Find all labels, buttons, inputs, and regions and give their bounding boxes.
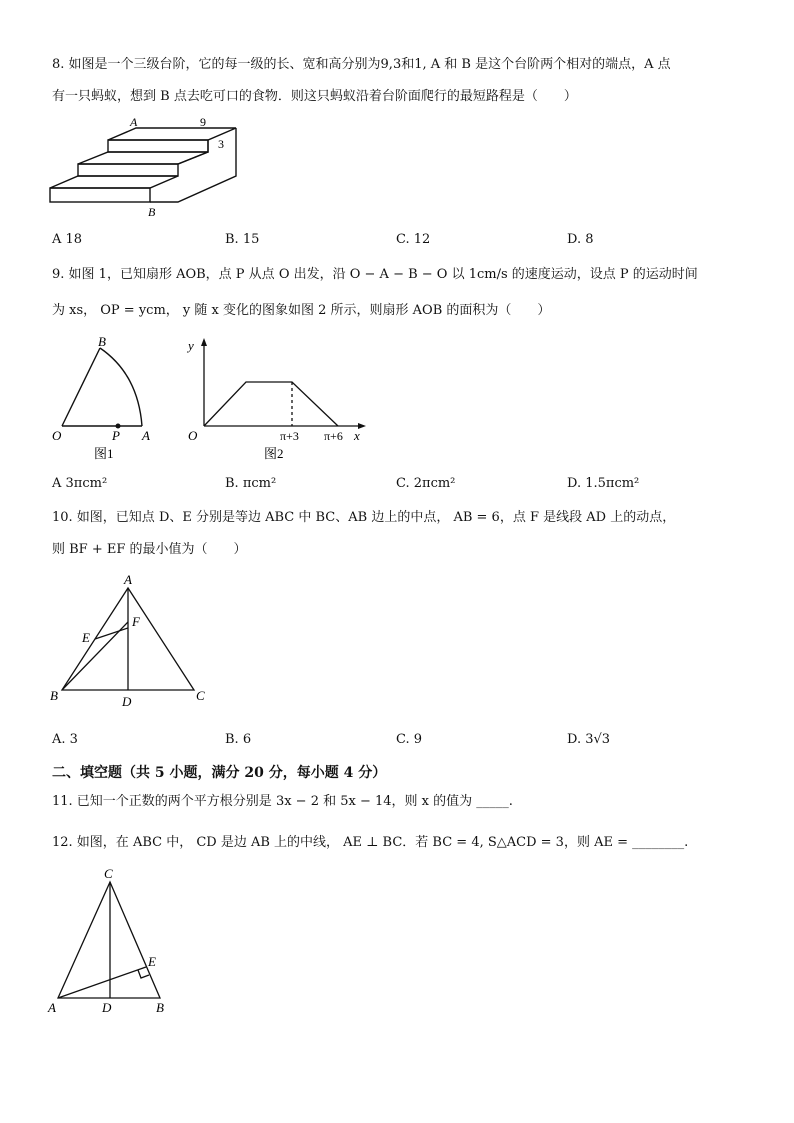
q12-label-c: C xyxy=(104,866,113,881)
q8-label-9: 9 xyxy=(200,115,206,129)
q12-label-a: A xyxy=(48,1000,56,1015)
q10-label-b: B xyxy=(50,688,58,703)
q12-label-e: E xyxy=(148,954,156,969)
q9-figure1-sector xyxy=(50,336,160,466)
q10-label-e: E xyxy=(82,630,90,645)
q9-text-line1: 9. 如图 1，已知扇形 AOB，点 P 从点 O 出发，沿 O − A − B − O 以 1cm/s 的速度运动，设点 P 的运动时间 xyxy=(52,267,698,282)
q9-fig1-label-p: P xyxy=(112,428,120,443)
q9-fig2-caption: 图2 xyxy=(264,446,284,461)
q9-fig1-caption: 图1 xyxy=(94,446,114,461)
section2-heading: 二、填空题（共 5 小题，满分 20 分，每小题 4 分） xyxy=(52,765,387,781)
q8-option-d: D. 8 xyxy=(567,232,594,247)
q10-option-d: D. 3√3 xyxy=(567,732,611,747)
q10-triangle-figure xyxy=(48,570,218,710)
q9-option-a: A 3πcm² xyxy=(52,476,108,491)
q8-option-c: C. 12 xyxy=(396,232,431,247)
q8-option-b: B. 15 xyxy=(225,232,260,247)
q10-text-line2: 则 BF + EF 的最小值为（ ） xyxy=(52,542,247,557)
q9-figure2-graph xyxy=(182,336,372,466)
q8-label-b: B xyxy=(148,205,156,219)
q9-fig2-label-y: y xyxy=(188,338,194,353)
q9-option-b: B. πcm² xyxy=(225,476,277,491)
q9-fig2-tick-1: π+3 xyxy=(280,429,299,443)
q9-fig2-label-x: x xyxy=(354,428,360,443)
q10-label-a: A xyxy=(124,572,132,587)
q10-label-d: D xyxy=(122,694,132,709)
q9-fig2-tick-2: π+6 xyxy=(324,429,343,443)
q12-triangle-figure xyxy=(46,864,186,1014)
q8-option-a: A 18 xyxy=(52,232,83,247)
q10-text-line1: 10. 如图，已知点 D、E 分别是等边 ABC 中 BC、AB 边上的中点， AB = 6，点 F 是线段 AD 上的动点， xyxy=(52,510,676,525)
q9-text-line2: 为 xs， OP = ycm， y 随 x 变化的图象如图 2 所示，则扇形 AOB 的面积为（ ） xyxy=(52,303,551,318)
q8-label-a: A xyxy=(130,115,138,129)
q12-text: 12. 如图，在 ABC 中， CD 是边 AB 上的中线， AE ⊥ BC．若 BC = 4, S△ACD = 3，则 AE = ________. xyxy=(52,835,689,850)
q10-option-c: C. 9 xyxy=(396,732,423,747)
q11-text: 11. 已知一个正数的两个平方根分别是 3x − 2 和 5x − 14，则 x 的值为 _____. xyxy=(52,794,513,809)
q9-fig1-label-o: O xyxy=(52,428,62,443)
q12-label-d: D xyxy=(102,1000,112,1015)
q8-label-3: 3 xyxy=(218,137,224,151)
q9-fig1-label-b: B xyxy=(98,334,106,349)
q10-option-a: A. 3 xyxy=(52,732,78,747)
q10-label-c: C xyxy=(196,688,205,703)
q9-option-c: C. 2πcm² xyxy=(396,476,456,491)
q9-option-d: D. 1.5πcm² xyxy=(567,476,640,491)
q8-text-line1: 8. 如图是一个三级台阶，它的每一级的长、宽和高分别为9,3和1, A 和 B 是这个台阶两个相对的端点，A 点 xyxy=(52,57,671,72)
q10-option-b: B. 6 xyxy=(225,732,252,747)
q9-fig2-label-o: O xyxy=(188,428,198,443)
q8-staircase-figure xyxy=(48,112,248,222)
q10-label-f: F xyxy=(132,614,140,629)
q12-label-b: B xyxy=(156,1000,164,1015)
q8-text-line2: 有一只蚂蚁，想到 B 点去吃可口的食物．则这只蚂蚁沿着台阶面爬行的最短路程是（ ） xyxy=(52,89,577,104)
q9-fig1-label-a: A xyxy=(142,428,150,443)
